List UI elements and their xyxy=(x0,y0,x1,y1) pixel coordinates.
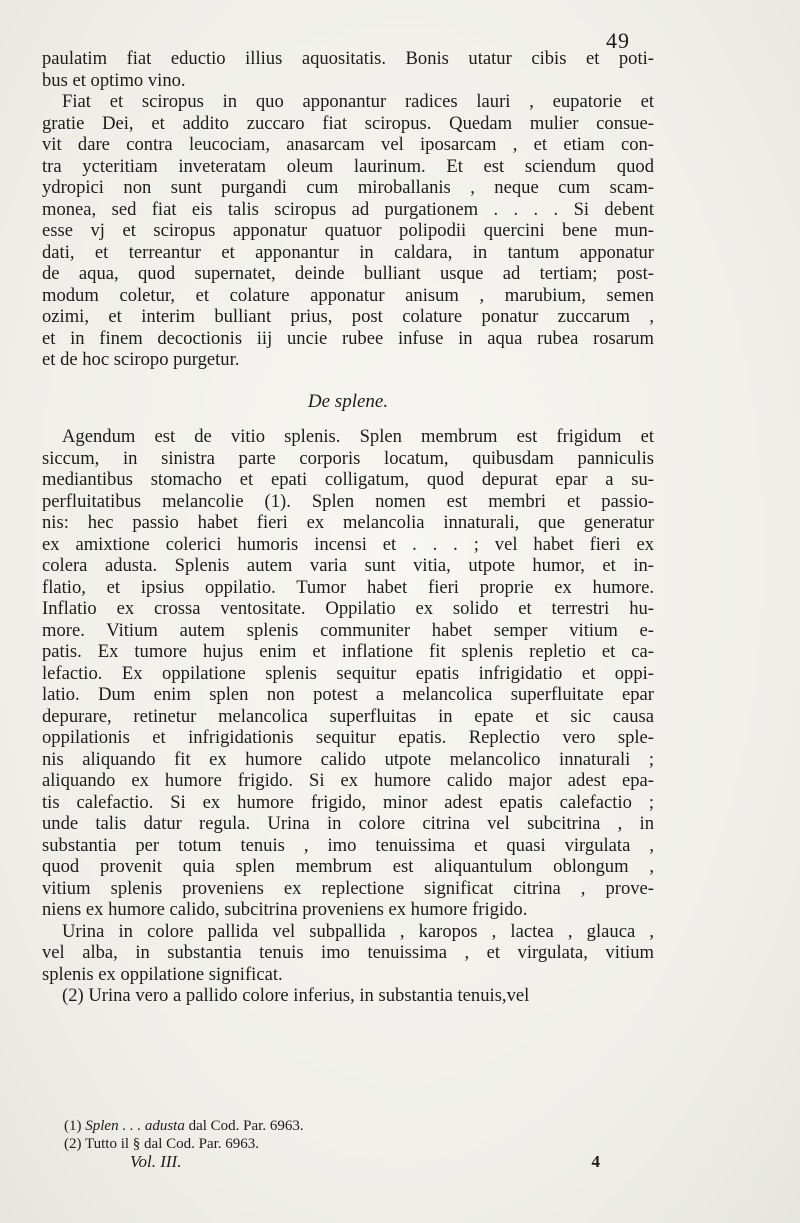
footnote-1-source: dal Cod. Par. 6963. xyxy=(184,1118,304,1134)
text-line: vit dare contra leucociam, anasarcam vel iposarcam , et etiam con- xyxy=(42,134,654,155)
text-line: latio. Dum enim splen non potest a melancolica superfluitate epar xyxy=(42,684,654,705)
text-line: Agendum est de vitio splenis. Splen membrum est frigidum et xyxy=(62,426,654,447)
text-line: nis aliquando fit ex humore calido utpote melancolico innaturali ; xyxy=(42,748,654,770)
text-line: aliquando ex humore frigido. Si ex humore calido major adest epa- xyxy=(42,770,654,791)
text-line: vitium splenis proveniens ex replectione significat citrina , prove- xyxy=(42,877,654,899)
volume-mark: Vol. III. xyxy=(130,1152,182,1171)
text-line: siccum, in sinistra parte corporis locatum, quibusdam panniculis xyxy=(42,447,654,469)
text-line: splenis ex oppilatione significat. xyxy=(42,963,283,985)
text-line: colera adusta. Splenis autem varia sunt vitia, utpote humor, et in- xyxy=(42,555,654,576)
text-line: lefactio. Ex oppilatione splenis sequitur epatis infrigidatio et oppi- xyxy=(42,662,654,684)
text-line: niens ex humore calido, subcitrina proveniens ex humore frigido. xyxy=(42,899,528,920)
page-number: 49 xyxy=(606,28,630,53)
footnote-2-marker: (2) xyxy=(64,1136,82,1152)
text-line: ozimi, et interim bulliant prius, post colature ponatur zuccarum , xyxy=(42,306,654,327)
footnote-2 xyxy=(64,1135,624,1153)
text-line: more. Vitium autem splenis communiter habet semper vitium e- xyxy=(42,619,654,641)
text-line: tis calefactio. Si ex humore frigido, minor adest epatis calefactio ; xyxy=(42,791,654,813)
text-line: depurare, retinetur melancolica superfluitas in epate et sic causa xyxy=(42,705,654,727)
text-line: oppilationis et infrigidationis sequitur epatis. Replectio vero sple- xyxy=(42,727,654,748)
text-line: nis: hec passio habet fieri ex melancolia innaturali, que generatur xyxy=(42,512,654,533)
text-line: flatio, et ipsius oppilatio. Tumor habet fieri proprie ex humore. xyxy=(42,576,654,598)
text-line: et in finem decoctionis iij uncie rubee infuse in aqua rubea rosarum xyxy=(42,327,654,349)
text-line: esse vj et sciropus apponatur quatuor polipodii quercini bene mun- xyxy=(42,220,654,241)
text-line: et de hoc sciropo purgetur. xyxy=(42,349,240,370)
text-line: Urina in colore pallida vel subpallida , karopos , lactea , glauca , xyxy=(62,920,654,942)
text-line: unde talis datur regula. Urina in colore citrina vel subcitrina , in xyxy=(42,813,654,834)
paragraph xyxy=(42,91,654,371)
text-line: monea, sed fiat eis talis sciropus ad purgationem . . . . Si debent xyxy=(42,198,654,220)
text-line: vel alba, in substantia tenuis imo tenuissima , et virgulata, vitium xyxy=(42,942,654,963)
text-line: patis. Ex tumore hujus enim et inflatione fit splenis repletio et ca- xyxy=(42,641,654,662)
paragraph xyxy=(42,921,654,986)
text-line: tra ycteritiam inveteratam oleum laurinum. Et est sciendum quod xyxy=(42,155,654,177)
text-line: ydropici non sunt purgandi cum miroballanis , neque cum scam- xyxy=(42,177,654,198)
text-line: dati, et terreantur et apponantur in caldara, in tantum apponatur xyxy=(42,241,654,263)
footnote-1 xyxy=(64,1117,624,1135)
paragraph xyxy=(42,426,654,921)
text-line: mediantibus stomacho et epati colligatum, quod depurat epar a su- xyxy=(42,469,654,490)
text-line: substantia per totum tenuis , imo tenuissima et quasi virgulata , xyxy=(42,834,654,856)
signature-mark: 4 xyxy=(591,1152,600,1171)
text-line: ex amixtione colerici humoris incensi et . . . ; vel habet fieri ex xyxy=(42,533,654,555)
footnote-1-marker: (1) xyxy=(64,1118,82,1134)
text-line: Fiat et sciropus in quo apponantur radices lauri , eupatorie et xyxy=(62,91,654,112)
footnote-1-citation: Splen . . . adusta xyxy=(85,1118,185,1134)
paragraph xyxy=(42,48,654,91)
text-line: modum coletur, et colature apponatur anisum , marubium, semen xyxy=(42,284,654,306)
text-line: de aqua, quod supernatet, deinde bulliant usque ad tertiam; post- xyxy=(42,263,654,284)
paragraph xyxy=(42,985,654,1007)
text-line: bus et optimo vino. xyxy=(42,69,186,91)
main-text xyxy=(42,48,654,1007)
text-line: Inflatio ex crossa ventositate. Oppilatio ex solido et terrestri hu- xyxy=(42,598,654,619)
text-line: paulatim fiat eductio illius aquositatis. Bonis utatur cibis et poti- xyxy=(42,48,654,69)
text-line: (2) Urina vero a pallido colore inferius, in substantia tenuis,vel xyxy=(62,985,530,1006)
text-line: gratie Dei, et addito zuccaro fiat sciropus. Quedam mulier consue- xyxy=(42,112,654,134)
section-heading: De splene. xyxy=(307,390,389,412)
text-line: quod provenit quia splen membrum est aliquantulum oblongum , xyxy=(42,856,654,877)
footnote-2-text: Tutto il § dal Cod. Par. 6963. xyxy=(84,1136,260,1152)
text-line: perfluitatibus melancolie (1). Splen nomen est membri et passio- xyxy=(42,490,654,512)
footnotes xyxy=(64,1117,624,1153)
